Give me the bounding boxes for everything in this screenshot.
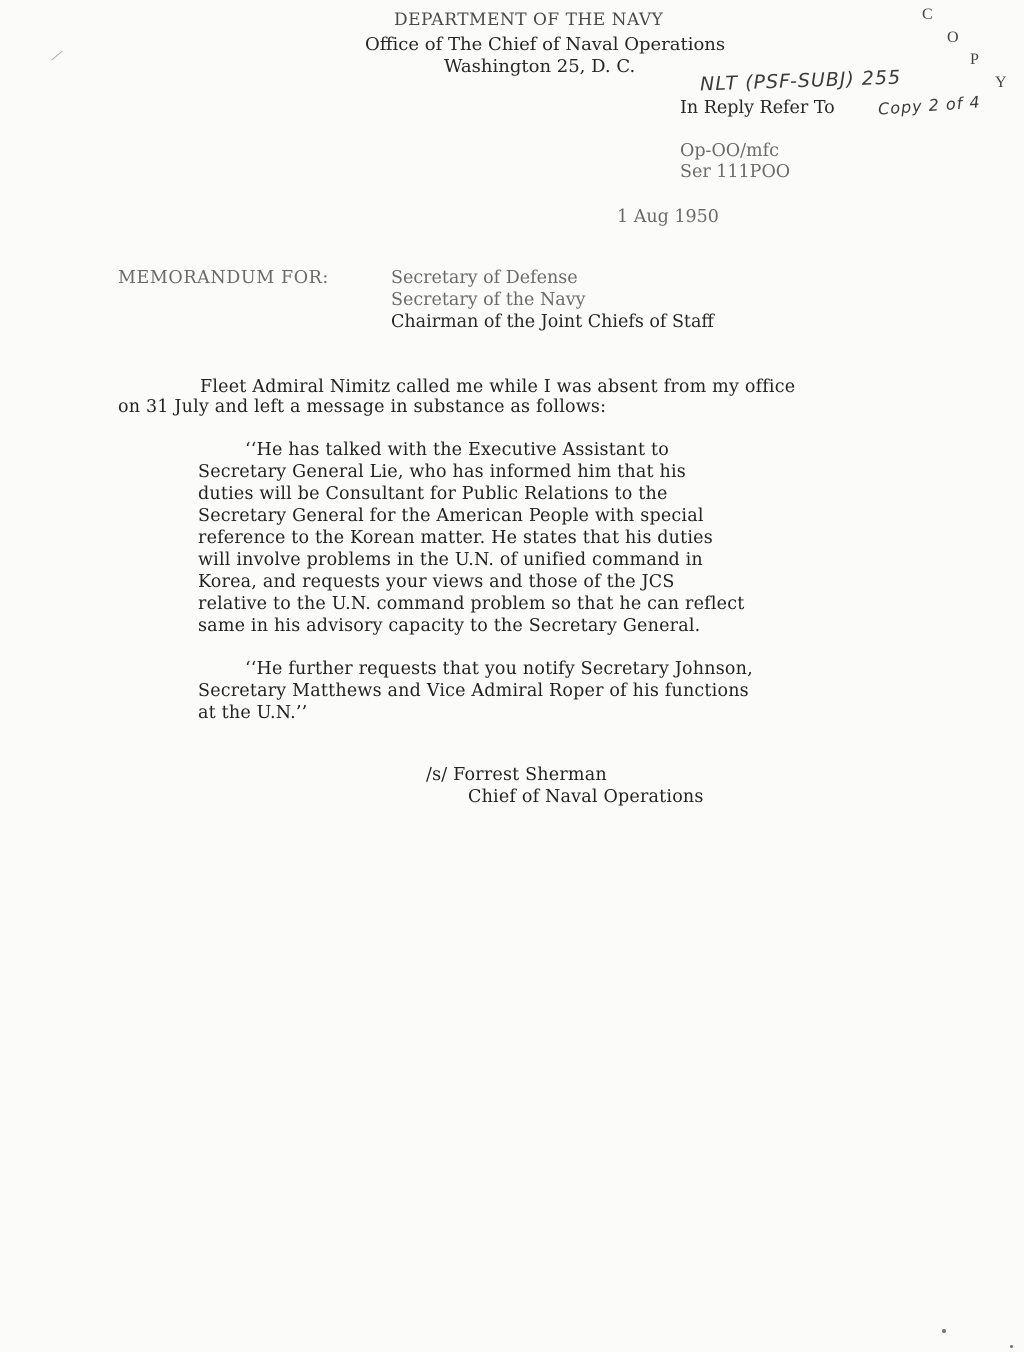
recipient-jcs-chairman: Chairman of the Joint Chiefs of Staff	[391, 312, 714, 332]
memo-date: 1 Aug 1950	[617, 207, 719, 227]
copy-stamp-c: C	[922, 6, 933, 23]
reply-label: In Reply Refer To	[680, 98, 835, 118]
quote1-line-2: Secretary General Lie, who has informed him that his	[198, 462, 686, 482]
handwritten-file-ref: NLT (PSF-SUBJ) 255	[699, 66, 902, 96]
scan-speck	[942, 1329, 946, 1333]
quote1-line-7: Korea, and requests your views and those of the JCS	[198, 572, 675, 592]
handwritten-copy-note: Copy 2 of 4	[877, 92, 982, 119]
letterhead-line-1: DEPARTMENT OF THE NAVY	[394, 10, 664, 30]
quote1-line-5: reference to the Korean matter. He states that his duties	[198, 528, 713, 548]
quote1-line-1: ‘‘He has talked with the Executive Assistant to	[245, 440, 669, 460]
signature-title: Chief of Naval Operations	[468, 787, 704, 807]
recipient-secdef: Secretary of Defense	[391, 268, 578, 288]
quote2-line-2: Secretary Matthews and Vice Admiral Roper of his functions	[198, 681, 749, 701]
copy-stamp-p: P	[970, 51, 979, 68]
copy-stamp-o: O	[947, 29, 959, 46]
intro-line-2: on 31 July and left a message in substance as follows:	[118, 397, 607, 417]
quote2-line-3: at the U.N.’’	[198, 703, 308, 723]
intro-line-1: Fleet Admiral Nimitz called me while I was absent from my office	[200, 377, 796, 397]
quote1-line-8: relative to the U.N. command problem so that he can reflect	[198, 594, 745, 614]
quote1-line-6: will involve problems in the U.N. of unified command in	[198, 550, 703, 570]
letterhead-line-2: Office of The Chief of Naval Operations	[365, 34, 726, 55]
scan-speck	[1010, 1345, 1013, 1348]
reply-ref-1: Op-OO/mfc	[680, 141, 779, 161]
memorandum-label: MEMORANDUM FOR:	[118, 268, 329, 288]
quote1-line-3: duties will be Consultant for Public Relations to the	[198, 484, 668, 504]
recipient-secnav: Secretary of the Navy	[391, 290, 586, 310]
quote1-line-9: same in his advisory capacity to the Secretary General.	[198, 616, 701, 636]
signature-name: /s/ Forrest Sherman	[426, 765, 607, 785]
copy-stamp-y: Y	[995, 74, 1007, 91]
letterhead-line-3: Washington 25, D. C.	[444, 56, 636, 77]
quote1-line-4: Secretary General for the American People with special	[198, 506, 704, 526]
reply-ref-2: Ser 111POO	[680, 162, 791, 182]
quote2-line-1: ‘‘He further requests that you notify Secretary Johnson,	[245, 659, 753, 679]
scan-scratch	[51, 51, 62, 61]
